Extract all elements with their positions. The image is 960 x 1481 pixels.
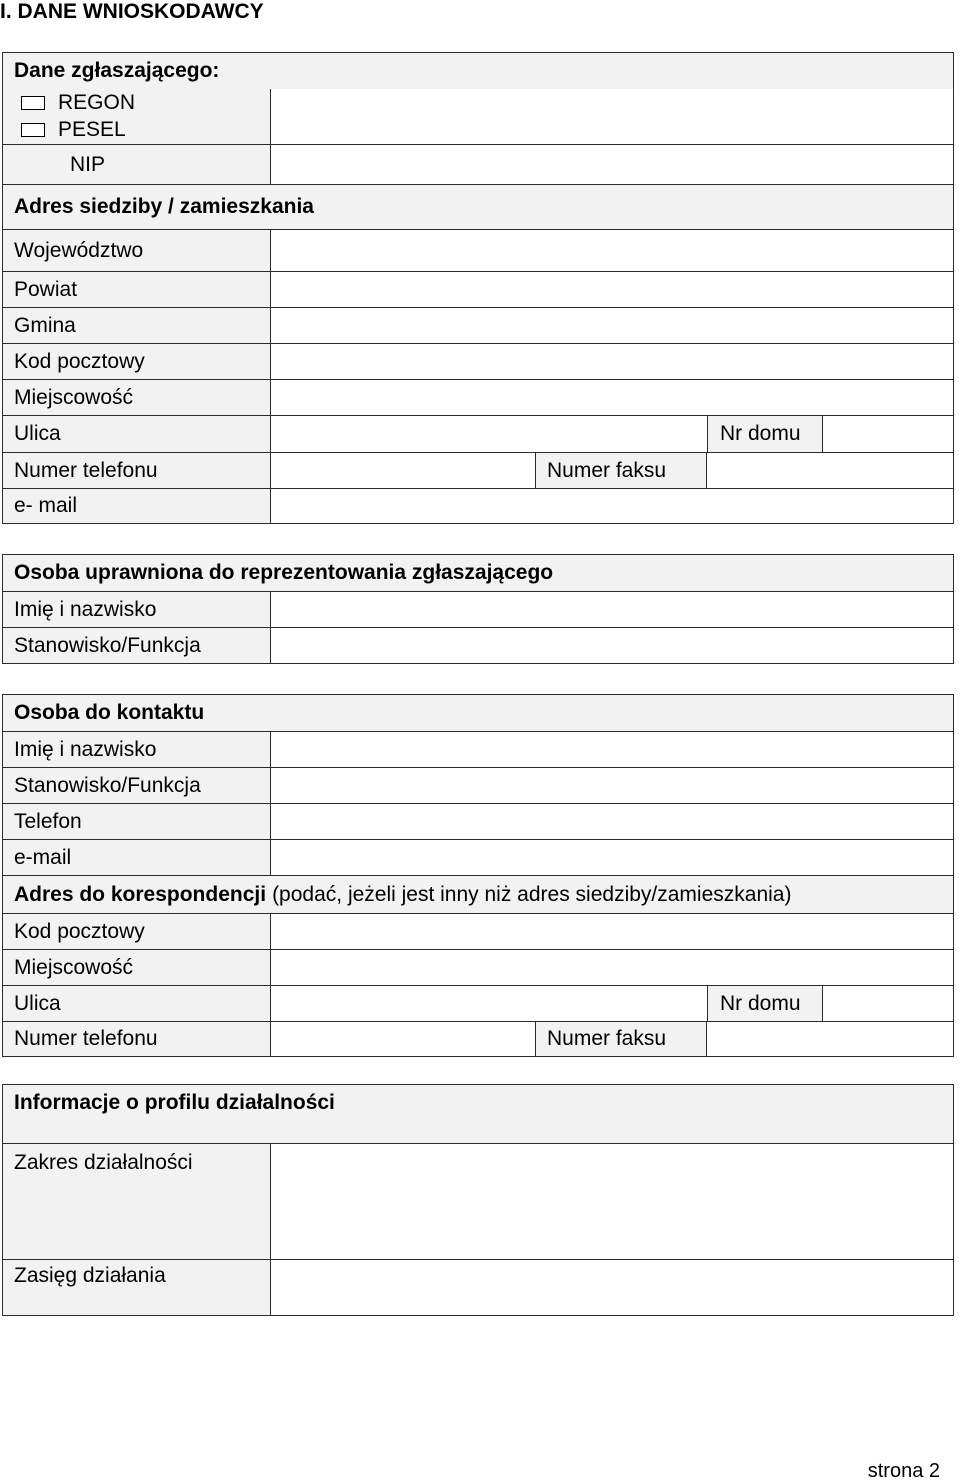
contact-name-field[interactable] <box>271 731 953 767</box>
scope-label: Zakres działalności <box>3 1143 271 1259</box>
range-field[interactable] <box>271 1259 953 1315</box>
corr-street-label: Ulica <box>3 985 271 1021</box>
corr-phone-label: Numer telefonu <box>3 1021 271 1056</box>
gmina-label: Gmina <box>3 307 271 343</box>
business-profile-title: Informacje o profilu działalności <box>3 1085 953 1143</box>
phone-label: Numer telefonu <box>3 452 271 488</box>
nip-label: NIP <box>70 152 106 176</box>
rep-position-label: Stanowisko/Funkcja <box>3 627 271 663</box>
correspondence-title: Adres do korespondencji <box>14 882 267 906</box>
fax-label: Numer faksu <box>535 452 707 488</box>
representative-title: Osoba uprawniona do reprezentowania zgłaszającego <box>3 555 953 591</box>
contact-phone-field[interactable] <box>271 803 953 839</box>
pesel-checkbox[interactable] <box>21 123 45 137</box>
corr-city-field[interactable] <box>271 949 953 985</box>
postal-code-field[interactable] <box>271 343 953 379</box>
business-profile-table <box>2 1084 954 1316</box>
house-number-field[interactable] <box>823 415 953 452</box>
applicant-table <box>2 52 954 524</box>
nip-field[interactable] <box>271 144 953 184</box>
page-number: strona 2 <box>867 1460 940 1481</box>
postal-code-label: Kod pocztowy <box>3 343 271 379</box>
contact-table <box>2 694 954 1057</box>
range-label: Zasięg działania <box>3 1259 271 1315</box>
applicant-title: Dane zgłaszającego: <box>3 53 953 89</box>
contact-position-label: Stanowisko/Funkcja <box>3 767 271 803</box>
corr-postal-field[interactable] <box>271 913 953 949</box>
powiat-field[interactable] <box>271 271 953 307</box>
regon-label: REGON <box>58 91 136 114</box>
nip-cell <box>3 144 271 184</box>
email-field[interactable] <box>271 488 953 523</box>
phone-field[interactable] <box>271 452 535 488</box>
correspondence-note: (podać, jeżeli jest inny niż adres siedziby/zamieszkania) <box>272 882 792 906</box>
street-label: Ulica <box>3 415 271 452</box>
gmina-field[interactable] <box>271 307 953 343</box>
corr-phone-field[interactable] <box>271 1021 535 1056</box>
pesel-label: PESEL <box>58 118 126 141</box>
corr-house-number-field[interactable] <box>823 985 953 1021</box>
id-type-cell <box>3 89 271 144</box>
correspondence-title-row <box>3 875 953 913</box>
wojewodztwo-label: Województwo <box>3 229 271 271</box>
contact-phone-label: Telefon <box>3 803 271 839</box>
city-label: Miejscowość <box>3 379 271 415</box>
address-title: Adres siedziby / zamieszkania <box>3 184 953 229</box>
corr-fax-label: Numer faksu <box>535 1021 707 1056</box>
corr-city-label: Miejscowość <box>3 949 271 985</box>
id-number-field[interactable] <box>271 89 953 144</box>
email-label: e- mail <box>3 488 271 523</box>
representative-table <box>2 554 954 664</box>
rep-name-label: Imię i nazwisko <box>3 591 271 627</box>
contact-title: Osoba do kontaktu <box>3 695 953 731</box>
rep-name-field[interactable] <box>271 591 953 627</box>
corr-fax-field[interactable] <box>707 1021 953 1056</box>
house-number-label: Nr domu <box>707 415 823 452</box>
corr-house-number-label: Nr domu <box>707 985 823 1021</box>
corr-street-field[interactable] <box>271 985 707 1021</box>
section-heading: I. DANE WNIOSKODAWCY <box>0 0 264 23</box>
regon-checkbox[interactable] <box>21 96 45 110</box>
scope-field[interactable] <box>271 1143 953 1259</box>
street-field[interactable] <box>271 415 707 452</box>
wojewodztwo-field[interactable] <box>271 229 953 271</box>
contact-name-label: Imię i nazwisko <box>3 731 271 767</box>
contact-position-field[interactable] <box>271 767 953 803</box>
rep-position-field[interactable] <box>271 627 953 663</box>
contact-email-label: e-mail <box>3 839 271 875</box>
fax-field[interactable] <box>707 452 953 488</box>
contact-email-field[interactable] <box>271 839 953 875</box>
powiat-label: Powiat <box>3 271 271 307</box>
city-field[interactable] <box>271 379 953 415</box>
corr-postal-label: Kod pocztowy <box>3 913 271 949</box>
